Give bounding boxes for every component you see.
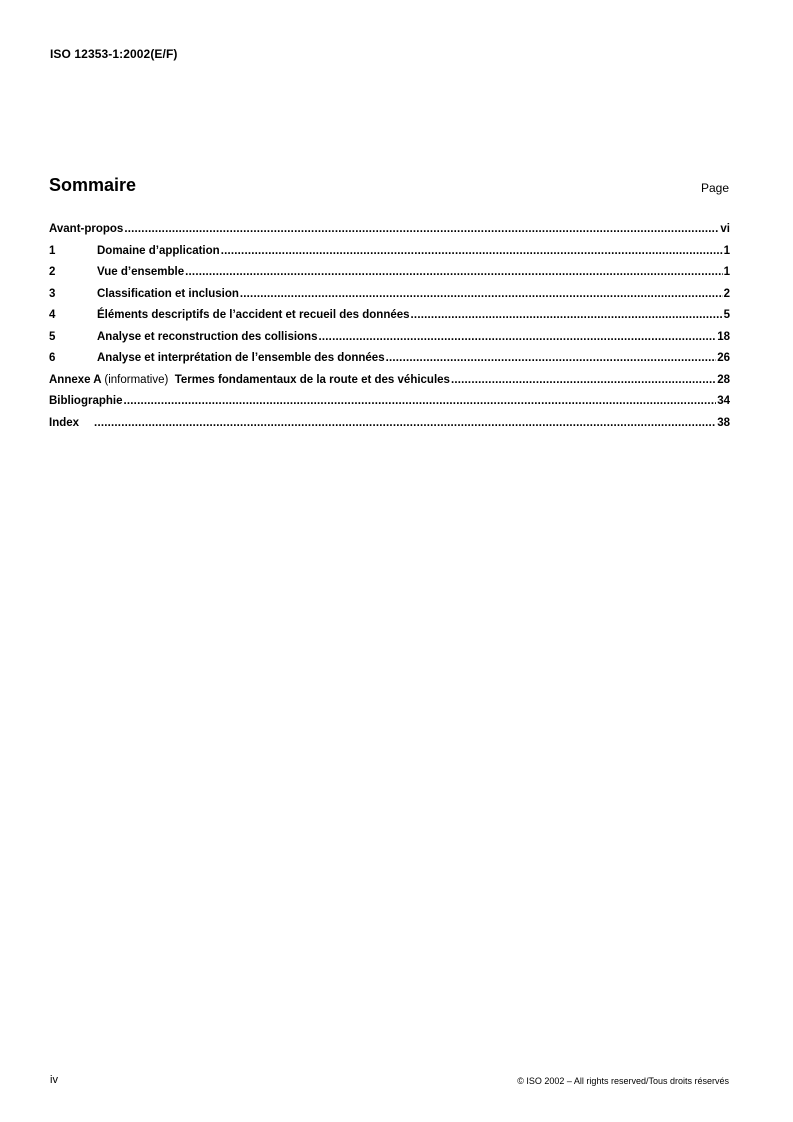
- annex-type: (informative): [104, 373, 169, 386]
- document-id: ISO 12353-1:2002(E/F): [50, 47, 178, 61]
- page-column-label: Page: [700, 181, 729, 195]
- toc-entry-clause-4[interactable]: [49, 309, 730, 331]
- dot-leader: [123, 395, 716, 407]
- dot-leader: [318, 331, 716, 343]
- toc-entry-page: 38: [717, 416, 730, 429]
- dot-leader: [185, 266, 722, 278]
- toc-entry-text: Avant-propos: [49, 223, 124, 235]
- toc-entry-text: Analyse et reconstruction des collisions: [97, 330, 318, 343]
- toc-entry-text: Analyse et interprétation de l’ensemble des données: [97, 352, 385, 364]
- toc-entry-number: 3: [49, 287, 56, 300]
- toc-entry-text: Bibliographie: [49, 395, 123, 407]
- annex-id: Annexe A: [49, 373, 102, 386]
- toc-entry-text: Termes fondamentaux de la route et des véhicules: [174, 373, 450, 386]
- toc-entry-number: 1: [49, 244, 56, 257]
- toc-entry-text: Classification et inclusion: [97, 287, 239, 300]
- toc-entry-annex-a[interactable]: [49, 374, 730, 396]
- toc-entry-clause-5[interactable]: [49, 331, 730, 353]
- toc-entry-number: 6: [49, 352, 56, 364]
- toc-entry-page: 1: [723, 244, 730, 257]
- toc-entry-clause-1[interactable]: [49, 245, 730, 267]
- toc-entry-page: 18: [717, 330, 730, 343]
- dot-leader: [411, 309, 723, 321]
- toc-entry-page: 1: [723, 266, 730, 278]
- dot-leader: [94, 417, 716, 429]
- dot-leader: [240, 288, 723, 300]
- toc-entry-number: 5: [49, 330, 56, 343]
- toc-entry-text: Index: [49, 416, 80, 429]
- toc-entry-number: 4: [49, 309, 56, 321]
- dot-leader: [124, 223, 719, 235]
- toc-entry-page: 5: [723, 309, 730, 321]
- toc-entry-bibliography[interactable]: [49, 395, 730, 417]
- page-number: iv: [50, 1074, 58, 1086]
- toc-entry-clause-2[interactable]: [49, 266, 730, 288]
- toc-entry-clause-3[interactable]: [49, 288, 730, 310]
- toc-title: Sommaire: [49, 175, 137, 195]
- toc-entry-page: 34: [717, 395, 730, 407]
- table-of-contents: [49, 223, 730, 438]
- dot-leader: [386, 352, 717, 364]
- toc-entry-page: 26: [717, 352, 730, 364]
- toc-annex-label: [49, 374, 450, 386]
- toc-entry-page: 28: [717, 373, 730, 386]
- toc-entry-clause-6[interactable]: [49, 352, 730, 374]
- toc-entry-index[interactable]: [49, 417, 730, 439]
- dot-leader: [451, 374, 716, 386]
- dot-leader: [221, 245, 723, 257]
- toc-entry-text: Vue d’ensemble: [97, 266, 185, 278]
- toc-entry-text: Domaine d’application: [97, 244, 220, 257]
- toc-entry-page: vi: [720, 223, 730, 235]
- toc-entry-number: 2: [49, 266, 56, 278]
- toc-entry-page: 2: [723, 287, 730, 300]
- toc-entry-text: Éléments descriptifs de l’accident et recueil des données: [97, 309, 410, 321]
- copyright-notice: © ISO 2002 – All rights reserved/Tous droits réservés: [517, 1076, 729, 1086]
- toc-entry-foreword[interactable]: [49, 223, 730, 245]
